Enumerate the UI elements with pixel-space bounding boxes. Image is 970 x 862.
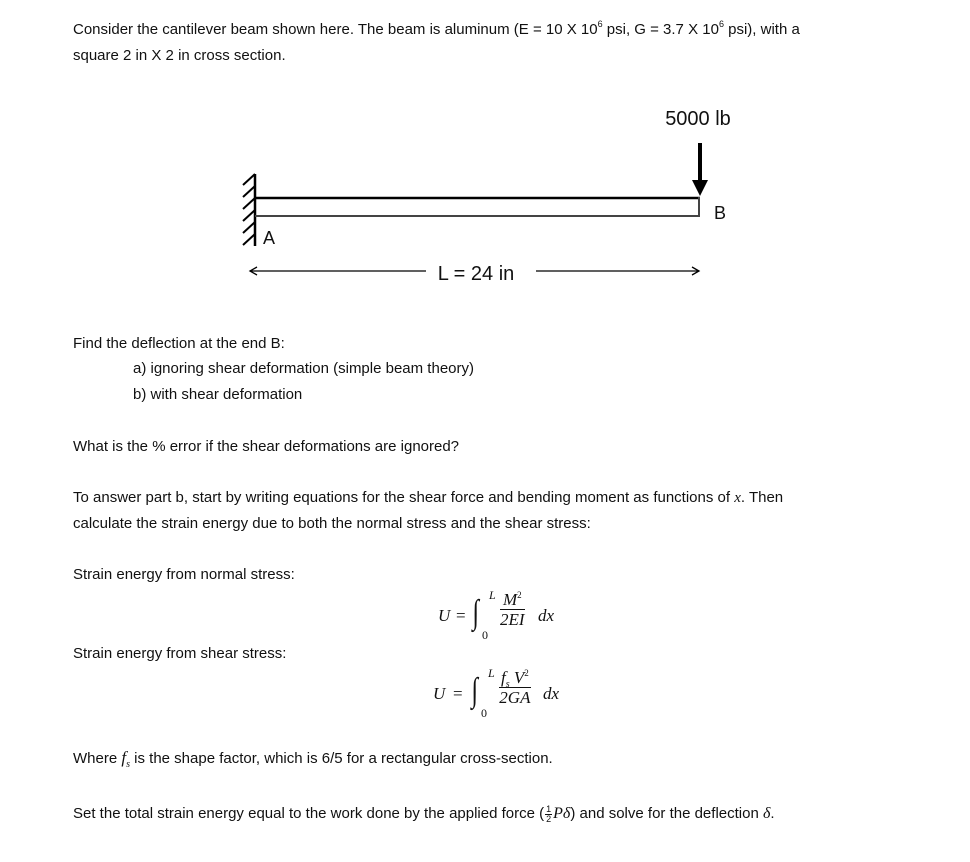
free-end-label: B <box>714 203 727 223</box>
integral-sign: ∫ <box>472 594 479 631</box>
eq2-equals: = <box>453 684 463 703</box>
down-arrow-icon <box>692 143 708 196</box>
work-text-c: . <box>770 805 775 822</box>
part-b-text-b: . Then <box>740 489 784 506</box>
question-prompt: Find the deflection at the end B: <box>73 335 285 352</box>
work-text-a: Set the total strain energy equal to the work done by the applied force ( <box>73 805 545 822</box>
half-fraction <box>545 805 552 824</box>
eq1-lhs: U <box>438 606 451 625</box>
shape-factor-note <box>73 748 553 769</box>
eq2-lhs: U <box>433 684 446 703</box>
work-statement <box>73 804 775 824</box>
shape-factor-subscript: s <box>126 759 130 770</box>
intro-text-c: psi), with a <box>723 21 800 38</box>
part-b-text-a: To answer part b, start by writing equations for the shear force and bending moment as functions of <box>73 489 735 506</box>
intro-text-b: psi, G = 3.7 X 10 <box>602 21 719 38</box>
work-expression: Pδ <box>553 805 571 822</box>
exponent-g: 6 <box>718 19 724 29</box>
cantilever-beam-diagram <box>0 0 970 300</box>
shape-factor-text-a: Where <box>73 750 122 767</box>
support-label: A <box>263 228 276 248</box>
eq2-numerator-v: V <box>513 668 525 687</box>
eq2-denominator: 2GA <box>499 688 531 707</box>
shear-energy-equation <box>433 668 573 724</box>
fixed-support-wall <box>243 174 255 246</box>
deflection-symbol: δ <box>762 805 771 822</box>
eq2-differential: dx <box>543 684 560 703</box>
beam <box>255 197 700 217</box>
intro-line-2: square 2 in X 2 in cross section. <box>73 47 286 64</box>
eq1-differential: dx <box>538 606 555 625</box>
eq2-numerator-sub: s <box>505 679 510 690</box>
eq1-lower-limit: 0 <box>482 628 488 642</box>
shape-factor-symbol: f <box>121 748 127 767</box>
question-item-a: a) ignoring shear deformation (simple beam theory) <box>133 360 474 377</box>
half-numerator: 1 <box>546 803 552 814</box>
eq1-denominator: 2EI <box>500 610 525 629</box>
work-text-b: ) and solve for the deflection <box>570 805 763 822</box>
part-b-line-1 <box>73 488 783 508</box>
normal-energy-label: Strain energy from normal stress: <box>73 566 295 583</box>
eq1-equals: = <box>456 606 466 625</box>
exponent-e: 6 <box>597 19 603 29</box>
load-label: 5000 lb <box>665 108 731 130</box>
eq1-fraction <box>500 591 525 630</box>
eq1-numerator-exp: 2 <box>517 590 522 600</box>
normal-energy-equation <box>438 588 568 644</box>
shear-energy-label: Strain energy from shear stress: <box>73 645 287 662</box>
eq2-upper-limit: L <box>488 666 495 680</box>
error-question: What is the % error if the shear deformations are ignored? <box>73 438 460 455</box>
question-item-b: b) with shear deformation <box>133 386 303 403</box>
length-label: L = 24 in <box>437 263 515 285</box>
shape-factor-text-b: is the shape factor, which is 6/5 for a rectangular cross-section. <box>130 750 553 767</box>
eq1-upper-limit: L <box>489 588 496 602</box>
eq2-numerator-exp: 2 <box>524 668 529 678</box>
eq2-lower-limit: 0 <box>481 706 487 720</box>
variable-x: x <box>734 490 741 506</box>
part-b-line-2: calculate the strain energy due to both the normal stress and the shear stress: <box>73 515 591 532</box>
eq2-numerator-f: f <box>501 668 506 687</box>
integral-sign: ∫ <box>471 672 478 709</box>
half-denominator: 2 <box>546 813 552 824</box>
intro-text-a: Consider the cantilever beam shown here. The beam is aluminum (E = 10 X 10 <box>73 21 598 38</box>
eq2-fraction <box>499 669 531 708</box>
eq1-numerator: M <box>502 590 518 609</box>
